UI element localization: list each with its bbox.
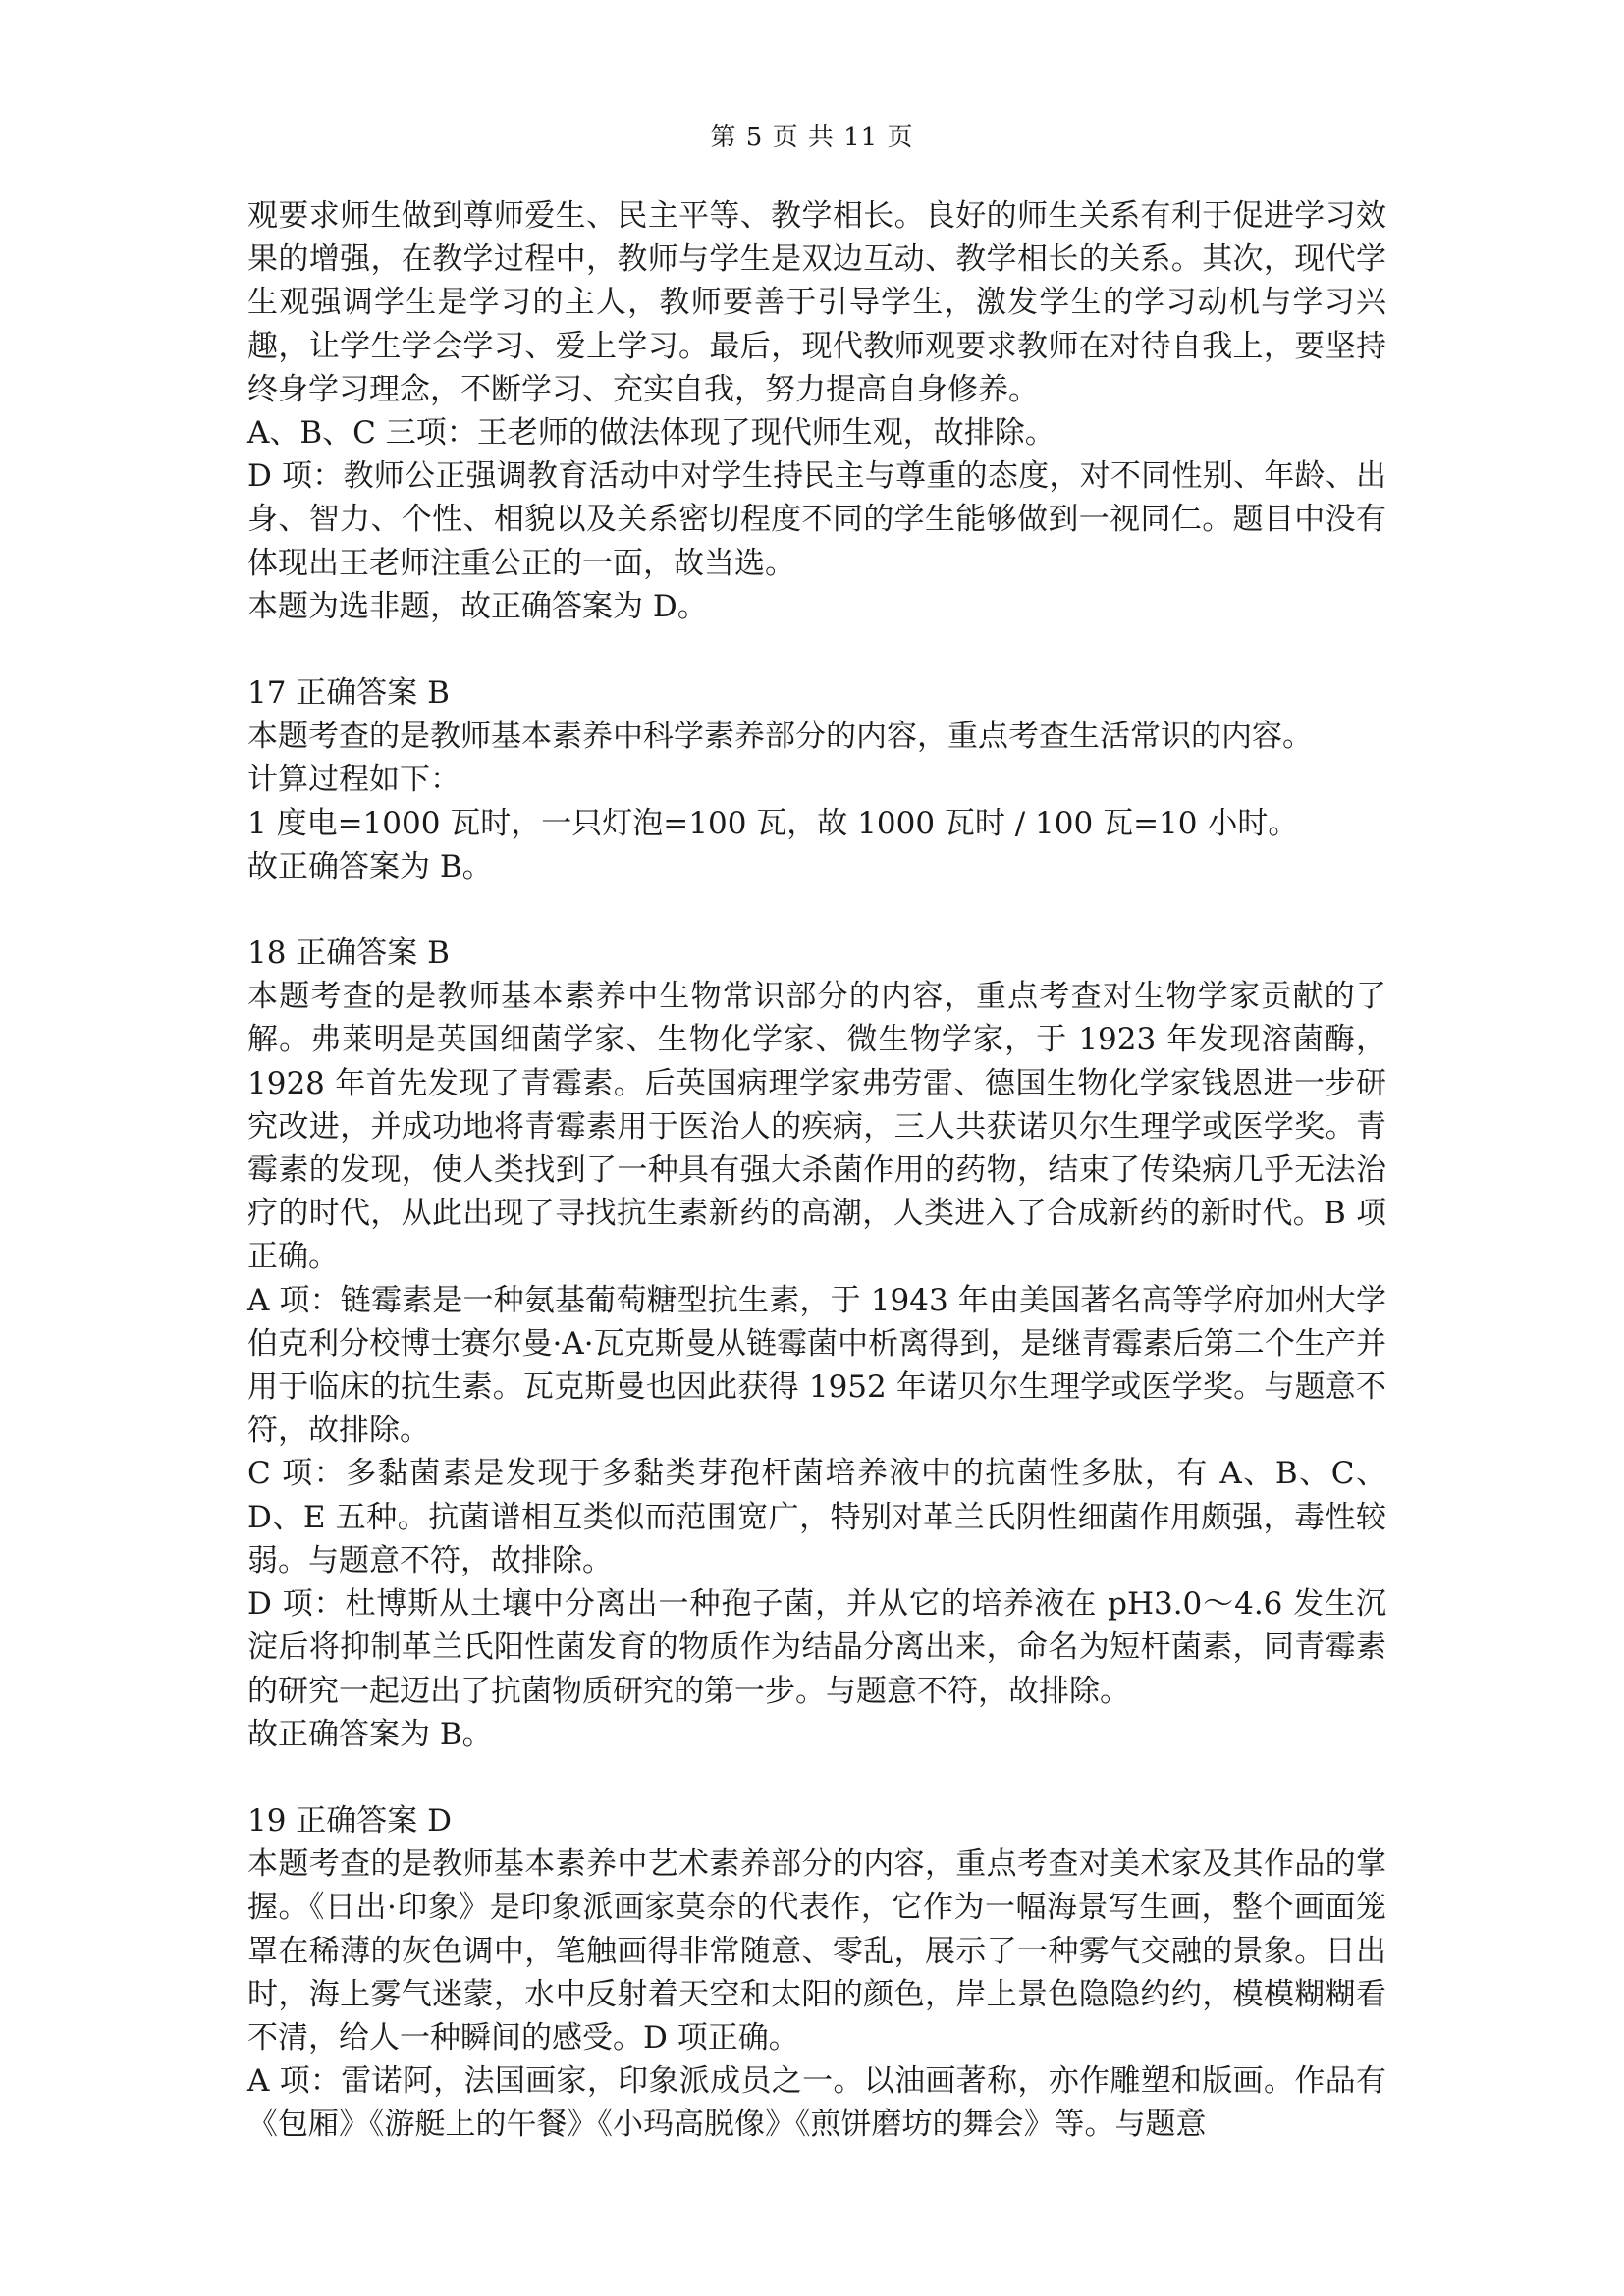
section17-paragraph-3: 1 度电=1000 瓦时，一只灯泡=100 瓦，故 1000 瓦时 / 100 瓦=10 小时。 xyxy=(247,805,1299,841)
section16-paragraph-4: 本题为选非题，故正确答案为 D。 xyxy=(247,588,708,624)
section19-paragraph-1: 本题考查的是教师基本素养中艺术素养部分的内容，重点考查对美术家及其作品的掌握。《日出·印象》是印象派画家莫奈的代表作，它作为一幅海景写生画，整个画面笼罩在稀薄的灰色调中，笔触画得非常随意、零乱，展示了一种雾气交融的景象。日出时，海上雾气迷蒙，水中反射着天空和太阳的颜色，岸上景色隐隐约约，模模糊糊看不清，给人一种瞬间的感受。D 项正确。 xyxy=(247,1846,1386,2056)
section-spacer xyxy=(247,628,1386,671)
page-indicator: 第 5 页 共 11 页 xyxy=(710,123,914,152)
section16-paragraph-2: A、B、C 三项：王老师的做法体现了现代师生观，故排除。 xyxy=(247,415,1056,452)
section19-paragraph-2: A 项：雷诺阿，法国画家，印象派成员之一。以油画著称，亦作雕塑和版画。作品有《包厢》《游艇上的午餐》《小玛高脱像》《煎饼磨坊的舞会》等。与题意 xyxy=(247,2063,1386,2143)
section19-answer-title: 19 正确答案 D xyxy=(247,1802,453,1839)
section-spacer xyxy=(247,1756,1386,1799)
section18-paragraph-5: 故正确答案为 B。 xyxy=(247,1716,493,1752)
section16-paragraph-1: 观要求师生做到尊师爱生、民主平等、教学相长。良好的师生关系有利于促进学习效果的增强，在教学过程中，教师与学生是双边互动、教学相长的关系。其次，现代学生观强调学生是学习的主人，教师要善于引导学生，激发学生的学习动机与学习兴趣，让学生学会学习、爱上学习。最后，现代教师观要求教师在对待自我上，要坚持终身学习理念，不断学习、充实自我，努力提高自身修养。 xyxy=(247,198,1386,407)
section17-answer-title: 17 正确答案 B xyxy=(247,675,450,712)
section16-paragraph-3: D 项：教师公正强调教育活动中对学生持民主与尊重的态度，对不同性别、年龄、出身、智力、个性、相貌以及关系密切程度不同的学生能够做到一视同仁。题目中没有体现出王老师注重公正的一面，故当选。 xyxy=(247,458,1386,581)
section18-paragraph-3: C 项：多黏菌素是发现于多黏类芽孢杆菌培养液中的抗菌性多肽，有 A、B、C、D、E 五种。抗菌谱相互类似而范围宽广，特别对革兰氏阴性细菌作用颇强，毒性较弱。与题意不符，故排除。 xyxy=(247,1456,1386,1578)
section-spacer xyxy=(247,888,1386,932)
section18-paragraph-1: 本题考查的是教师基本素养中生物常识部分的内容，重点考查对生物学家贡献的了解。弗莱明是英国细菌学家、生物化学家、微生物学家，于 1923 年发现溶菌酶，1928 年首先发现了青霉素。后英国病理学家弗劳雷、德国生物化学家钱恩进一步研究改进，并成功地将青霉素用于医治人的疾病，三人共获诺贝尔生理学或医学奖。青霉素的发现，使人类找到了一种具有强大杀菌作用的药物，结束了传染病几乎无法治疗的时代，从此出现了寻找抗生素新药的高潮，人类进入了合成新药的新时代。B 项正确。 xyxy=(247,979,1386,1275)
section18-answer-title: 18 正确答案 B xyxy=(247,935,450,972)
document-body xyxy=(247,194,1386,2147)
section17-paragraph-4: 故正确答案为 B。 xyxy=(247,848,493,884)
section17-paragraph-1: 本题考查的是教师基本素养中科学素养部分的内容，重点考查生活常识的内容。 xyxy=(247,719,1313,755)
section18-paragraph-2: A 项：链霉素是一种氨基葡萄糖型抗生素，于 1943 年由美国著名高等学府加州大学伯克利分校博士赛尔曼·A·瓦克斯曼从链霉菌中析离得到，是继青霉素后第二个生产并用于临床的抗生素。瓦克斯曼也因此获得 1952 年诺贝尔生理学或医学奖。与题意不符，故排除。 xyxy=(247,1282,1386,1449)
section17-paragraph-2: 计算过程如下： xyxy=(247,762,460,798)
section18-paragraph-4: D 项：杜博斯从土壤中分离出一种孢子菌，并从它的培养液在 pH3.0～4.6 发生沉淀后将抑制革兰氏阳性菌发育的物质作为结晶分离出来，命名为短杆菌素，同青霉素的研究一起迈出了抗菌物质研究的第一步。与题意不符，故排除。 xyxy=(247,1586,1386,1709)
